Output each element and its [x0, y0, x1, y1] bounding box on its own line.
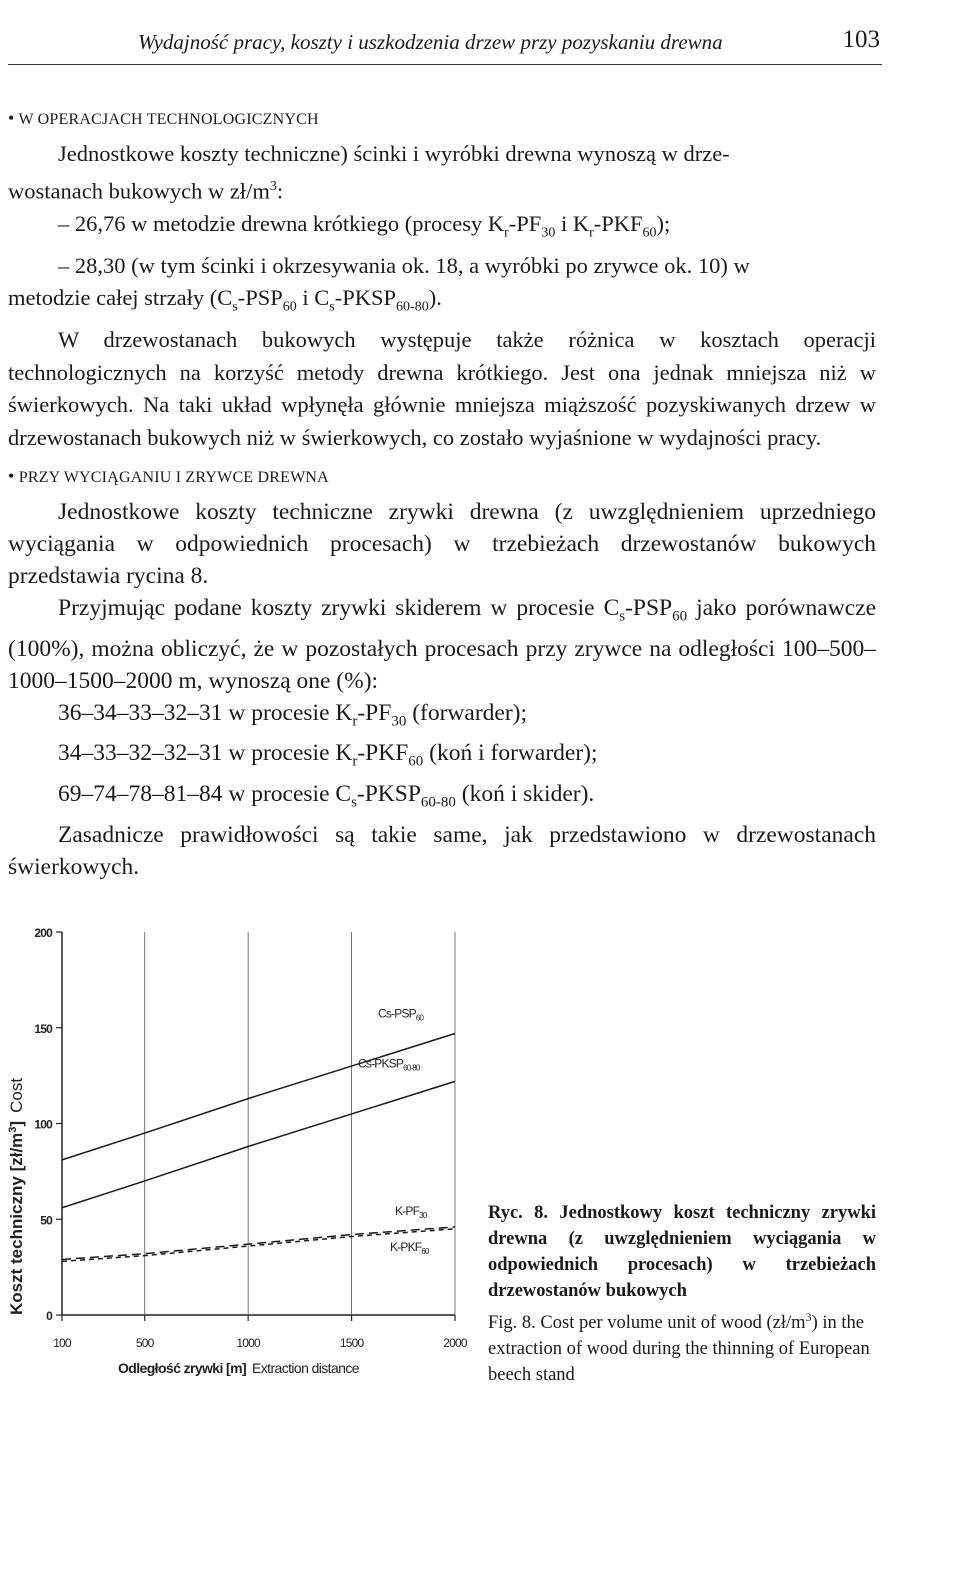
comp-b: -PSP — [625, 595, 673, 621]
list-item-horse-skider — [8, 778, 876, 819]
cost2-e: -PKSP — [334, 285, 397, 310]
series-label: $K-PKF_{60}$ — [390, 1239, 429, 1256]
list2-c: (koń i forwarder); — [423, 740, 598, 767]
list3-sub2: 60-80 — [420, 794, 456, 811]
list3-a: 69–74–78–81–84 w procesie C — [58, 781, 352, 808]
cost1-sub4: 60 — [642, 225, 657, 240]
cost2-sub2: 60 — [282, 299, 297, 315]
series-label: $Cs-PSP_{60}$ — [378, 1006, 424, 1023]
list1-b: -PF — [357, 699, 392, 726]
cost1-d: -PKF — [593, 210, 643, 236]
cost2-sub3: s — [329, 299, 335, 315]
paragraph-conclusion: Zasadnicze prawidłowości są takie same, jak przedstawiono w drzewostanach świerkowych. — [8, 821, 876, 880]
series-line — [62, 1081, 455, 1207]
list1-sub1: r — [352, 713, 358, 730]
comp-sub1: s — [619, 608, 626, 625]
x-axis-label: Odległość zrywki [m] Extraction distance — [118, 1360, 359, 1376]
cost1-sub1: r — [504, 225, 509, 240]
series-label: $Cs-PKSP_{60-80}$ — [358, 1056, 420, 1073]
list3-sub1: s — [351, 794, 357, 811]
series-labels — [358, 1006, 430, 1255]
caption-en-a: Fig. 8. Cost per volume unit of wood (zł/m — [488, 1313, 806, 1334]
cost-line-1 — [8, 208, 876, 250]
list1-sub2: 30 — [391, 713, 407, 730]
list2-b: -PKF — [357, 740, 409, 767]
y-tick-label: 100 — [34, 1117, 52, 1132]
series-line — [62, 1033, 455, 1159]
caption-text-pl: Jednostkowy koszt techniczny zrywki drewna (z uwzględnieniem wyciągania w odpowiednich procesach) w trzebieżach drzewostanów bukowych — [488, 1203, 877, 1301]
list2-sub2: 60 — [408, 754, 424, 771]
cost2-b: metodzie całej strzały (C — [8, 285, 233, 310]
paragraph-comparison — [8, 592, 876, 697]
intro-sup: 3 — [269, 178, 277, 194]
x-tick-label: 1500 — [339, 1336, 364, 1350]
heading-text: W OPERACJACH TECHNOLOGICZNYCH — [18, 111, 319, 128]
body-text — [8, 104, 876, 883]
cost2-d: i C — [296, 285, 330, 310]
list2-a: 34–33–32–32–31 w procesie K — [58, 740, 353, 767]
cost2-sub4: 60-80 — [396, 299, 429, 315]
comp-c: jako porównawcze (100%), można obliczyć, że w pozostałych procesach przy zrywce na odległości 100–500–1000–1500–2000 m, wynoszą one (%): — [8, 595, 876, 694]
intro-text-c: : — [276, 178, 284, 203]
y-axis-label: Koszt techniczny $[zł/m^3]Cost$ — [7, 1077, 26, 1315]
cost2-f: ). — [428, 285, 442, 310]
cost2-c: -PSP — [237, 285, 283, 310]
cost1-c: i K — [555, 210, 590, 236]
list3-b: -PKSP — [356, 781, 421, 808]
list-item-horse-forwarder — [8, 737, 876, 778]
caption-en-b: ) in the extraction of wood during the thinning of European beech stand — [488, 1313, 870, 1386]
x-tick-label: 1000 — [236, 1336, 260, 1350]
cost1-sub3: r — [589, 225, 594, 240]
cost1-e: ); — [656, 210, 671, 236]
cost-line-2 — [8, 250, 876, 283]
cost1-a: – 26,76 w metodzie drewna krótkiego (procesy K — [58, 210, 505, 236]
cost2-a: – 28,30 (w tym ścinki i okrzesywania ok. 18, a wyróbki po zrywce ok. 10) w — [58, 252, 750, 278]
page-number: 103 — [842, 26, 880, 53]
list2-sub1: r — [352, 754, 358, 771]
bullet-icon: • — [8, 108, 15, 128]
list3-c: (koń i skider). — [455, 781, 595, 808]
cost1-b: -PF — [508, 210, 542, 236]
intro-text-b: wostanach bukowych w zł/m — [8, 178, 270, 203]
y-tick-label: 0 — [46, 1309, 52, 1323]
caption-label: Ryc. 8. — [488, 1203, 549, 1223]
cost1-sub2: 30 — [541, 225, 556, 240]
line-chart — [0, 905, 480, 1395]
intro-line-1 — [8, 138, 876, 171]
running-title: Wydajność pracy, koszty i uszkodzenia drzew przy pozyskaniu drewna — [138, 30, 723, 54]
page-header — [8, 22, 882, 65]
y-tick-label: 150 — [34, 1021, 52, 1036]
cost2-sub1: s — [232, 299, 238, 315]
caption-english — [488, 1304, 876, 1388]
comp-a: Przyjmując podane koszty zrywki skiderem w procesie C — [58, 595, 620, 621]
caption-en-sup: 3 — [805, 1310, 812, 1324]
x-tick-label: 100 — [53, 1336, 71, 1350]
heading-text: PRZY WYCIĄGANIU I ZRYWCE DREWNA — [18, 469, 329, 486]
cost-line-3 — [8, 282, 876, 324]
chart-axes — [56, 932, 455, 1321]
paragraph-beech-difference: W drzewostanach bukowych występuje także różnica w kosztach operacji technologicznych na korzyść metody drewna krótkiego. Jest ona jednak mniejsza niż w świerkowych. Na taki układ wpłynęła głównie mniejsza miąższość pozyskiwanych drzew w drzewostanach bukowych niż w świerkowych, co zostało wyjaśnione w wydajności pracy. — [8, 327, 876, 450]
section-heading-operations — [8, 104, 876, 134]
y-tick-label: 50 — [40, 1213, 52, 1228]
paragraph-figure-reference: Jednostkowe koszty techniczne zrywki drewna (z uwzględnieniem uprzedniego wyciągania w odpowiednich procesach) w trzebieżach drzewostanów bukowych przedstawia rycina 8. — [8, 499, 876, 589]
bullet-icon: • — [8, 466, 15, 486]
list1-c: (forwarder); — [406, 699, 528, 726]
intro-line-2 — [8, 171, 876, 208]
x-tick-label: 500 — [135, 1336, 154, 1350]
tick-labels — [34, 926, 467, 1350]
list-item-forwarder — [8, 697, 876, 738]
series-label: $K-PF_{30}$ — [395, 1203, 427, 1220]
caption-polish — [488, 1200, 876, 1304]
section-heading-extraction — [8, 462, 876, 492]
intro-text-a: Jednostkowe koszty techniczne) ścinki i wyróbki drewna wynoszą w drze- — [58, 141, 730, 166]
chart-grid — [145, 932, 455, 1315]
figure-cost-chart — [0, 905, 480, 1395]
comp-sub2: 60 — [672, 608, 688, 625]
x-tick-label: 2000 — [443, 1336, 467, 1350]
figure-caption — [488, 1200, 876, 1388]
list1-a: 36–34–33–32–31 w procesie K — [58, 699, 353, 726]
y-tick-label: 200 — [34, 926, 52, 940]
